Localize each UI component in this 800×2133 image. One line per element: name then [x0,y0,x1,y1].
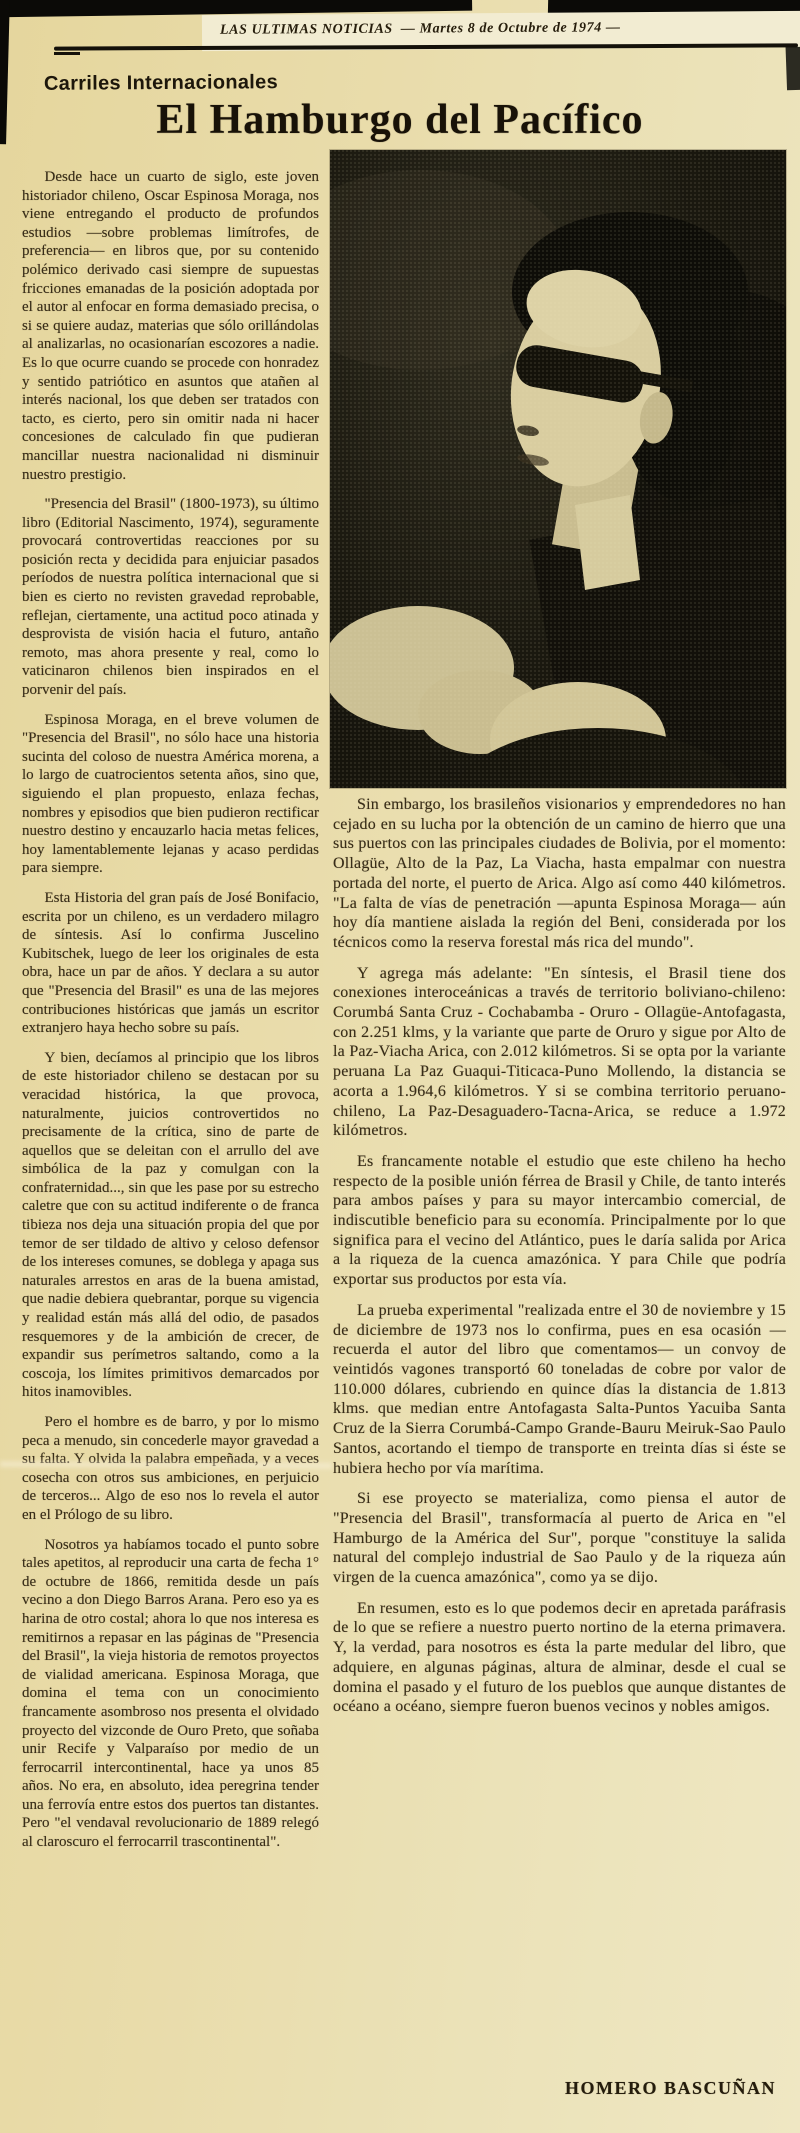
scan-artifact-left-edge [0,0,10,144]
article-paragraph: Nosotros ya habíamos tocado el punto sobre tales apetitos, al reproducir una carta de fecha 1° de octubre de 1866, remitida desde un país vecino a don Diego Barros Arana. Pero eso ya es harina de otro costal; ahora lo que nos interesa es remitirnos a repasar en las páginas de "Presencia del Brasil", la vieja historia de remotos proyectos de vialidad americana. Espinosa Moraga, que domina el tema con un conocimiento francamente asombroso nos presenta el olvidado proyecto del vizconde de Ouro Preto, que soñaba unir Recife y Valparaíso por medio de un ferrocarril intercontinental, hace ya unos 85 años. No era, en absoluto, idea peregrina tender una ferrovía entre estos dos puertos tan distantes. Pero "el vendaval revolucionario de 1889 relegó al claroscuro el ferrocarril trascontinental". [22,1536,319,1851]
section-kicker: Carriles Internacionales [43,71,279,95]
article-paragraph: Desde hace un cuarto de siglo, este joven historiador chileno, Oscar Espinosa Moraga, nos viene entregando el producto de profundos estudios —sobre problemas limítrofes, de preferencia— en libros que, por su contenido polémico derivado casi siempre de supuestas fricciones emanadas de la posición adoptada por el autor al enfocar en forma demasiado precisa, o si se quiere audaz, materias que sólo orillándolas al analizarlas, no ocasionarían escozores a nadie. Es lo que ocurre cuando se procede con honradez y sentido patriótico en asuntos que atañen al interés nacional, los que deben ser tratados con tacto, es cierto, pero sin omitir nada ni hacer concesiones de calculado fin que pudieran mancillar nuestra nacionalidad ni disminuir nuestro prestigio. [22,169,319,483]
article-column-2 [333,795,786,1728]
article-column-1 [22,168,319,1863]
portrait-photo-graphic [330,150,786,788]
newspaper-name: LAS ULTIMAS NOTICIAS [219,21,393,38]
article-photo [330,150,786,788]
article-paragraph: La prueba experimental "realizada entre el 30 de noviembre y 15 de diciembre de 1973 nos lo confirma, pues en esa ocasión —recuerda el autor del libro que comentamos— un convoy de veintidós vagones transportó 60 toneladas de cobre por valor de 110.000 dólares, cubriendo en quince días la distancia de 1.813 klms. que median entre Antofagasta Salta-Puntos Yacuiba Santa Cruz de la Sierra Corumbá-Campo Grande-Bauru Meiruk-Sao Paulo Santos, acortando el tiempo de transporte en treinta días si éste se hubiera hecho por vía marítima. [333,1301,786,1477]
article-paragraph: En resumen, esto es lo que podemos decir en apretada paráfrasis de lo que se refiere a nuestro puerto nortino de la eterna primavera. Y, la verdad, para nosotros es ésta la parte medular del libro, que adquiere, en algunas páginas, altura de alminar, desde el cual se domina el pasado y el futuro de los pueblos que aunque distantes de océano a océano, siempre fueron buenos vecinos y nobles amigos. [333,1599,786,1716]
masthead-separator [393,22,401,37]
article-paragraph: Y bien, decíamos al principio que los libros de este historiador chileno se destacan por su veracidad histórica, la que provoca, naturalmente, juicios controvertidos no precisamente de la crítica, sino de parte de aquellos que se deleitan con el arrullo del ave simbólica de la paz y comulgan con la confraternidad..., sin que les pase por su estrecho caletre que con su actitud indiferente o de franca tibieza nos deja una situación propia del que por temor de ser tildado de altivo y celoso defensor de los intereses comunes, se doblega y apaga sus naturales arrestos en aras de la buena amistad, que nadie debiera quebrantar, porque su vigencia y realidad están más allá del odio, de pasados resquemores y de la ambición de crecer, de expandir sus perímetros saltando, como a la coscoja, los límites primitivos demarcados por hitos inamovibles. [22,1049,319,1401]
article-paragraph: Es francamente notable el estudio que este chileno ha hecho respecto de la posible unión férrea de Brasil y Chile, de tanto interés para ambos países y para su mayor intercambio comercial, de indiscutible beneficio para su economía. Principalmente por lo que significa para el vecino del Atlántico, pues le daría salida por Arica a la riqueza de la cuenca amazónica. Y para Chile que podría exportar sus productos por esta vía. [333,1152,786,1289]
article-paragraph: "Presencia del Brasil" (1800-1973), su último libro (Editorial Nascimento, 1974), seguramente provocará controvertidas reacciones por su posición recta y decidida para enjuiciar pasados períodos de nuestra política internacional que si bien es cierto no revisten gravedad reprobable, reflejan, ciertamente, una actitud poco atinada y desprovista de visión hacia el futuro, antaño remoto, mas ahora presente y real, como lo vaticinaron chilenos bien inspirados en el porvenir del país. [22,496,319,699]
masthead-rule [54,43,798,50]
headline: El Hamburgo del Pacífico [156,97,644,143]
masthead-rule-tick [54,52,80,55]
byline: HOMERO BASCUÑAN [564,2078,776,2098]
article-paragraph: Si ese proyecto se materializa, como piensa el autor de "Presencia del Brasil", transformacía al puerto de Arica en "el Hamburgo de la América del Sur", porque "constituye la salida natural del complejo industrial de Sao Paulo y de la riqueza aún virgen de la cuenca amazónica", como ya se dijo. [333,1490,786,1587]
article-paragraph: Espinosa Moraga, en el breve volumen de "Presencia del Brasil", no sólo hace una historia sucinta del coloso de nuestra América morena, a lo largo de cuatrocientos setenta años, sino que, siguiendo el plan propuesto, enlaza fechas, nombres y episodios que bien pudieron rectificar nuestro destino y encauzarlo hacia metas felices, hoy lamentablemente lejanas y acaso perdidas para siempre. [22,711,319,877]
issue-date: — Martes 8 de Octubre de 1974 — [400,20,621,37]
article-paragraph: Y agrega más adelante: "En síntesis, el Brasil tiene dos conexiones interoceánicas a través de territorio boliviano-chileno: Corumbá Santa Cruz - Cochabamba - Oruro - Ollagüe-Antofagasta, con 2.251 klms, y la variante que parte de Oruro y sigue por Alto de la Paz-Viacha Arica, con 2.012 kilómetros. Si se opta por la variante peruana La Paz Guaqui-Titicaca-Puno Mollendo, la distancia se acorta a 1.964,6 kilómetros. Y si se combina territorio peruano-chileno, La Paz-Desaguadero-Tacna-Arica, se reduce a 1.972 kilómetros. [333,964,786,1140]
article-paragraph: Esta Historia del gran país de José Bonifacio, escrita por un chileno, es un verdadero milagro de síntesis. Así lo confirma Juscelino Kubitschek, luego de leer los originales de esta obra, hace un par de años. Y declara a su autor que "Presencia del Brasil" es una de las mejores contribuciones históricas que jamás un escritor extranjero haya hecho sobre su país. [22,889,319,1037]
article-paragraph: Pero el hombre es de barro, y por lo mismo peca a menudo, sin concederle mayor gravedad a su falta. Y olvida la palabra empeñada, y a veces cosecha con otros sus ambiciones, en perjuicio de terceros... Algo de eso nos lo revela el autor en el Prólogo de su libro. [22,1414,319,1523]
article-paragraph: Sin embargo, los brasileños visionarios y emprendedores no han cejado en su lucha por la obtención de un camino de hierro que una sus puertos con las principales ciudades de Bolivia, por el momento: Ollagüe, Alto de la Paz, La Viacha, hasta empalmar con nuestra portada del norte, el puerto de Arica. Algo así como 440 kilómetros. "La falta de vías de penetración —apunta Espinosa Moraga— aún hoy día mantiene aislada la región del Beni, considerada por los técnicos como la reserva forestal más rica del mundo". [333,796,786,951]
